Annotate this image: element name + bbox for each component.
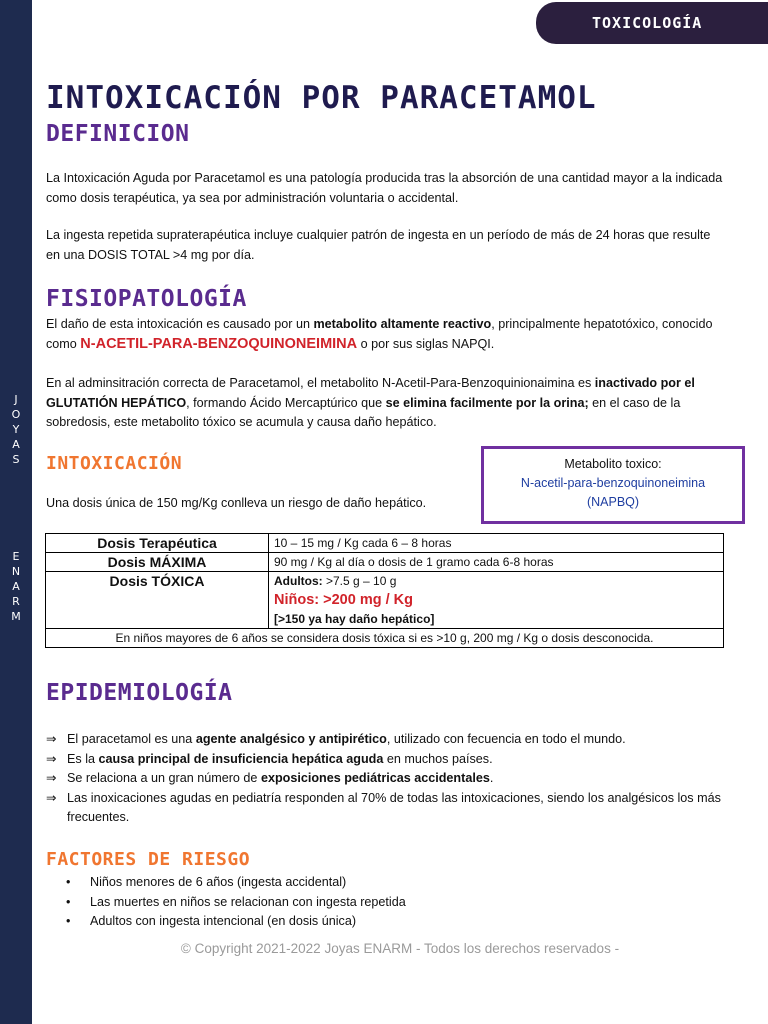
metabolite-label: Metabolito toxico: [564,457,662,471]
list-item: • Adultos con ingesta intencional (en dosis única) [66,912,406,932]
heading-fisiopatologia: FISIOPATOLOGÍA [46,286,247,312]
table-footnote: En niños mayores de 6 años se considera dosis tóxica si es >10 g, 200 mg / Kg o dosis desconocida. [46,629,724,648]
kids-dose: Niños: >200 mg / Kg [274,592,413,608]
metabolite-name: N-acetil-para-benzoquinoneimina [520,476,706,490]
arrow-icon: ⇒ [46,751,57,766]
dose-table [45,533,724,648]
definicion-paragraph-2: La ingesta repetida supraterapéutica incluye cualquier patrón de ingesta en un período de más de 24 horas que resulte en una DOSIS TOTAL >4 mg por día. [46,228,711,262]
intoxicacion-text: Una dosis única de 150 mg/Kg conlleva un riesgo de daño hepático. [46,496,427,510]
table-row [46,572,724,629]
metabolite-abbr: (NAPBQ) [586,495,640,509]
sidebar-letter: E [12,550,20,563]
sidebar-letter: A [12,438,20,451]
definicion-paragraph-1: La Intoxicación Aguda por Paracetamol es una patología producida tras la absorción de una cantidad mayor a la indicada como dosis terapéutica, ya sea por administración voluntaria o accidental. [46,171,723,205]
sidebar-brand-joyas [0,392,32,467]
sidebar-letter: M [11,610,21,623]
list-item: ⇒ Las inoxicaciones agudas en pediatría responden al 70% de todas las intoxicaciones, siendo los analgésicos los más frecuentes. [46,790,721,824]
copyright-footer: © Copyright 2021-2022 Joyas ENARM - Todos los derechos reservados - [180,941,620,956]
sidebar [0,0,32,1024]
list-item: ⇒ El paracetamol es una agente analgésico y antipirético, utilizado con fecuencia en todo el mundo. [46,730,736,750]
list-item: ⇒ Se relaciona a un gran número de exposiciones pediátricas accidentales. [46,769,736,789]
epidemiologia-list [46,730,736,828]
sidebar-letter: O [11,408,21,421]
sidebar-letter: S [12,453,20,466]
table-row [46,553,724,572]
sidebar-letter: J [14,393,18,406]
section-tag: TOXICOLOGÍA [536,2,768,44]
table-cell-value: 90 mg / Kg al día o dosis de 1 gramo cada 6-8 horas [269,553,724,572]
sidebar-letter: R [12,595,20,608]
list-item: ⇒ Es la causa principal de insuficiencia hepática aguda en muchos países. [46,750,736,770]
fisiopatologia-paragraph-1: El daño de esta intoxicación es causado por un metabolito altamente reactivo, principalmente hepatotóxico, conocido como N-ACETIL-PARA-BENZOQUINONEIMINA o por sus siglas NAPQI. [46,317,713,352]
sidebar-brand-enarm [0,549,32,624]
table-cell-label: Dosis MÁXIMA [46,553,269,572]
kids-note: [>150 ya hay daño hepático] [274,612,435,626]
table-cell-label: Dosis Terapéutica [46,534,269,553]
heading-definicion: DEFINICION [46,121,190,147]
arrow-icon: ⇒ [46,771,57,785]
arrow-icon: ⇒ [46,732,57,746]
napqi-highlight: N-ACETIL-PARA-BENZOQUINONEIMINA [80,335,358,352]
table-row [46,629,724,648]
adults-label: Adultos: [274,574,323,588]
factores-list [66,873,406,932]
heading-intoxicacion: INTOXICACIÓN [46,453,183,474]
sidebar-letter: Y [12,423,20,436]
arrow-icon: ⇒ [46,790,57,805]
list-item: • Niños menores de 6 años (ingesta accidental) [66,873,406,893]
table-row [46,534,724,553]
table-cell-value: 10 – 15 mg / Kg cada 6 – 8 horas [269,534,724,553]
adults-value: >7.5 g – 10 g [322,574,397,588]
table-cell-label: Dosis TÓXICA [46,572,269,629]
page-title: INTOXICACIÓN POR PARACETAMOL [46,80,597,116]
fisiopatologia-paragraph-2: En al adminsitración correcta de Paracetamol, el metabolito N-Acetil-Para-Benzoquinionaimina es inactivado por el GLUTATIÓN HEPÁTICO, formando Ácido Mercaptúrico que se elimina facilmente por la orina; en el caso de la sobredosis, este metabolito tóxico se acumula y causa daño hepático. [46,376,695,429]
sidebar-letter: A [12,580,20,593]
metabolite-box [481,446,745,524]
table-cell-value [269,572,724,629]
list-item: • Las muertes en niños se relacionan con ingesta repetida [66,893,406,913]
heading-factores-de-riesgo: FACTORES DE RIESGO [46,849,251,870]
sidebar-letter: N [11,565,21,578]
heading-epidemiologia: EPIDEMIOLOGÍA [46,680,233,706]
